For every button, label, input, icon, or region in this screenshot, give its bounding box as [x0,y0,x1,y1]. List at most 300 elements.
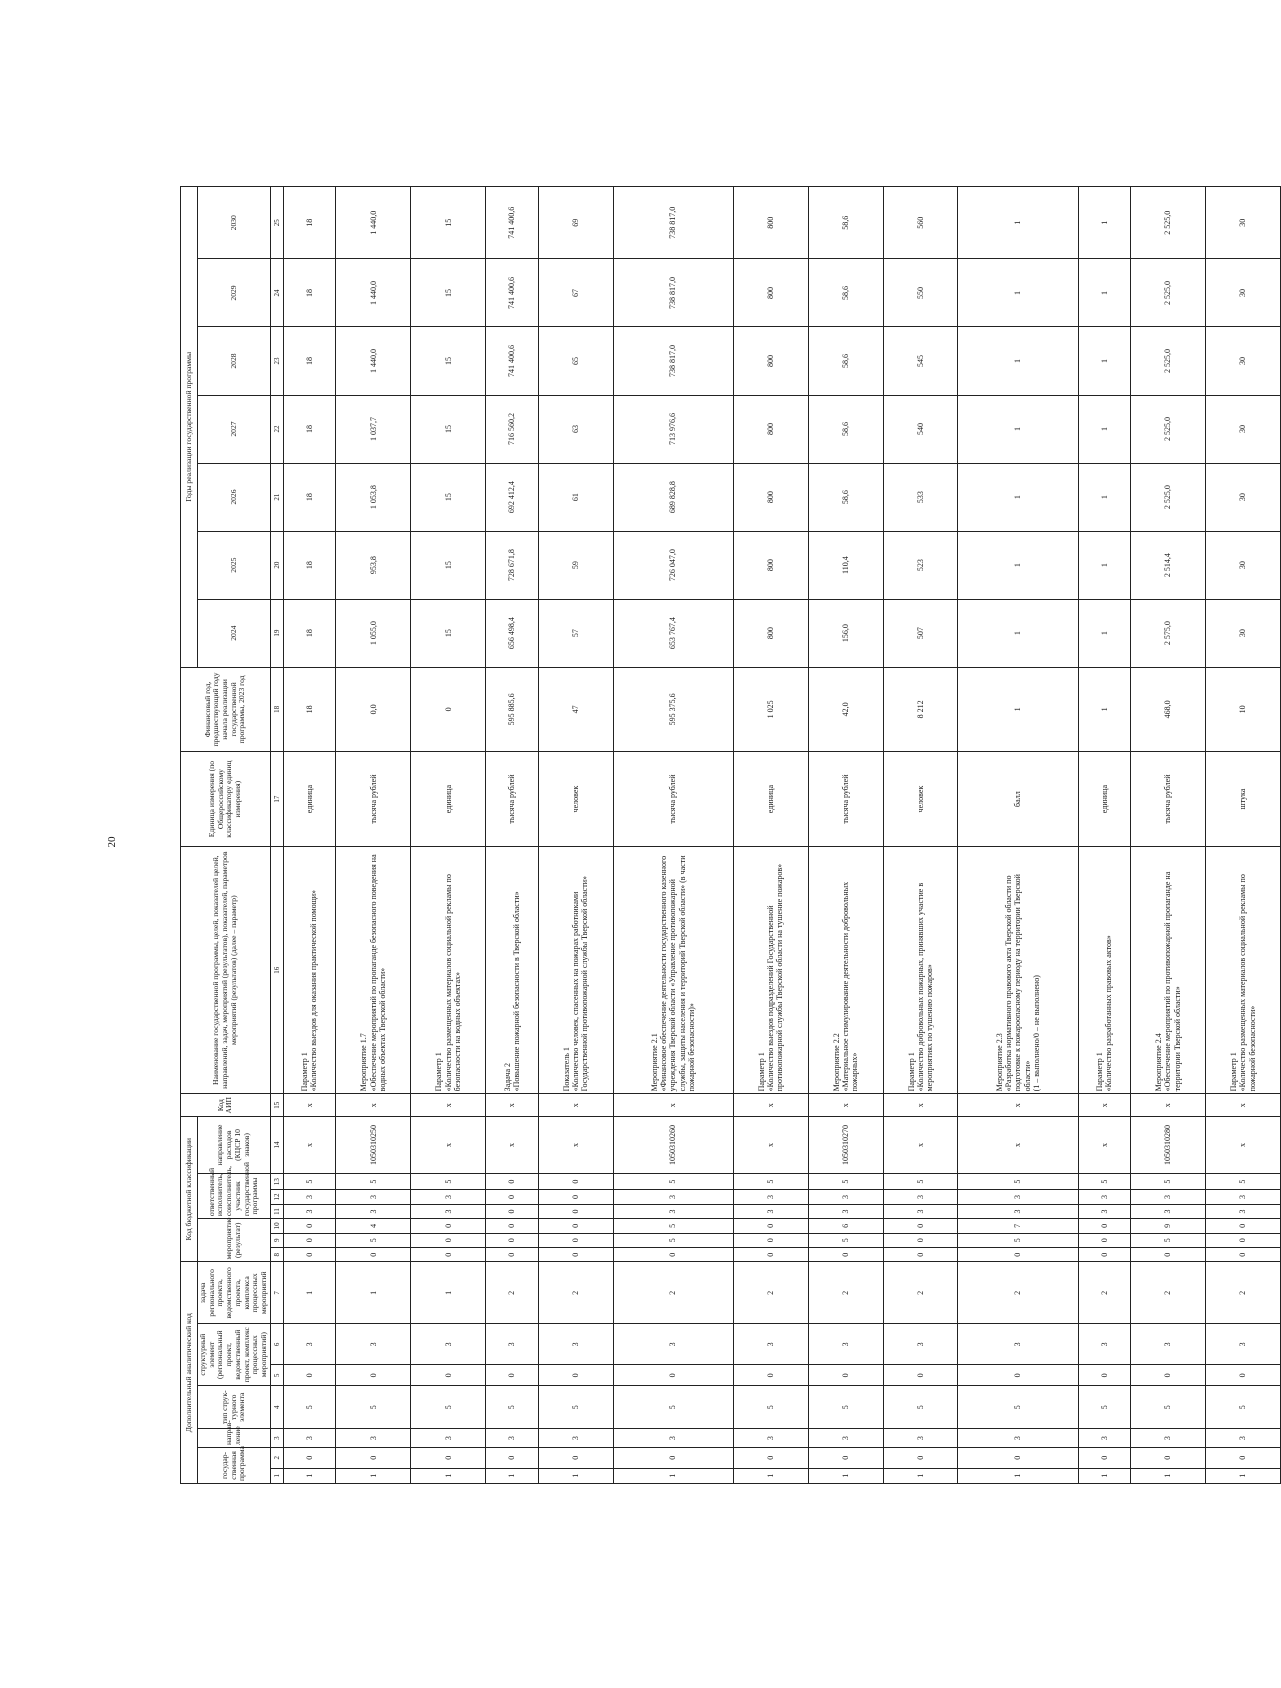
row-code-cell: 5 [1205,1173,1280,1189]
row-year-value-cell: 507 [883,599,958,667]
row-year-value-cell: 800 [733,327,808,395]
row-code-cell: 0 [613,1248,733,1262]
row-year-value-cell: 953,8 [336,531,411,599]
rotated-table-sheet [180,94,1281,1481]
row-code-cell: 3 [613,1190,733,1204]
row-year-value-cell: 1 [1078,259,1130,327]
row-code-cell: 3 [733,1204,808,1218]
column-number: 9 [270,1233,283,1247]
row-code-cell: 2 [1130,1262,1205,1324]
row-code-cell: 3 [283,1204,335,1218]
row-code-cell: x [538,1094,613,1117]
row-year-value-cell: 728 671,8 [486,531,538,599]
row-code-cell: x [411,1117,486,1174]
row-code-cell: 0 [1205,1365,1280,1386]
row-name-cell: Параметр 1 «Количество разработанных правовых актов» [1078,847,1130,1094]
row-code-cell: 0 [336,1365,411,1386]
column-number: 10 [270,1219,283,1233]
row-code-cell: 3 [1130,1429,1205,1448]
row-code-cell: 3 [1205,1429,1280,1448]
row-code-cell: 3 [808,1324,883,1365]
row-code-cell: 5 [1130,1173,1205,1189]
row-year-value-cell: 545 [883,327,958,395]
table-body [283,187,1280,1484]
row-year-value-cell: 30 [1205,259,1280,327]
row-year-value-cell: 156,0 [808,599,883,667]
table-row [733,187,808,1484]
row-code-cell: 5 [411,1386,486,1429]
row-year-value-cell: 18 [283,531,335,599]
header-meropr: мероприятие (результат) [198,1219,271,1262]
row-year-value-cell: 2 525,0 [1130,187,1205,259]
header-ispoln: ответственный исполнитель, соисполнитель, участник государственной программы [198,1173,271,1218]
row-year-value-cell: 716 560,2 [486,395,538,463]
row-name-cell: Показатель 1 «Количество человек, спасенных на пожарах работниками Государственной противопожарной службы Тверской области» [538,847,613,1094]
row-code-cell: x [1205,1117,1280,1174]
row-code-cell: 0 [808,1365,883,1386]
row-code-cell: 3 [613,1204,733,1218]
header-tip: тип струк-турного элемента [198,1386,271,1429]
row-year-value-cell: 1 [958,531,1078,599]
row-year-value-cell: 18 [283,327,335,395]
program-table [180,186,1281,1484]
table-row [283,187,335,1484]
row-code-cell: 3 [283,1324,335,1365]
header-kbk-group: Код бюджетной классификации [181,1117,198,1262]
row-code-cell: 0 [486,1248,538,1262]
row-code-cell: 3 [883,1324,958,1365]
row-code-cell: 3 [283,1429,335,1448]
row-code-cell: 0 [486,1173,538,1189]
row-year-value-cell: 1 [1078,463,1130,531]
row-code-cell: 0 [808,1447,883,1468]
row-name-cell: Параметр 1 «Количество добровольных пожарных, принявших участие в мероприятиях по тушению пожаров» [883,847,958,1094]
row-code-cell: 1 [1130,1468,1205,1483]
row-year-value-cell: 1 053,8 [336,463,411,531]
row-code-cell: 4 [336,1219,411,1233]
header-aip: Код АИП [181,1094,271,1117]
row-code-cell: 3 [411,1324,486,1365]
table-row [336,187,411,1484]
row-code-cell: 5 [808,1386,883,1429]
row-code-cell: 0 [486,1365,538,1386]
column-number: 1 [270,1468,283,1483]
row-code-cell: 0 [1078,1233,1130,1247]
row-code-cell: 5 [808,1173,883,1189]
header-zadacha: задача регионального проекта, ведомственного проекта, комплекса процессных мероприятий [198,1262,271,1324]
row-code-cell: 0 [613,1447,733,1468]
row-code-cell: 5 [613,1233,733,1247]
row-code-cell: x [486,1117,538,1174]
row-code-cell: 0 [883,1233,958,1247]
row-year-value-cell: 1 055,0 [336,599,411,667]
column-number: 5 [270,1365,283,1386]
column-number-row [270,187,283,1484]
row-code-cell: 0 [733,1365,808,1386]
row-code-cell: 1 [336,1262,411,1324]
row-code-cell: x [883,1094,958,1117]
row-code-cell: 0 [958,1248,1078,1262]
row-code-cell: 5 [613,1173,733,1189]
row-code-cell: 7 [958,1219,1078,1233]
column-number: 11 [270,1204,283,1218]
row-name-cell: Мероприятие 2.4 «Обеспечение мероприятий по противопожарной пропаганде на территории Тверской области» [1130,847,1205,1094]
row-code-cell: 5 [883,1173,958,1189]
row-year-value-cell: 58,6 [808,395,883,463]
row-year-value-cell: 18 [283,187,335,259]
row-code-cell: 3 [411,1204,486,1218]
row-year-value-cell: 15 [411,463,486,531]
row-unit-cell: тысяча рублей [486,752,538,847]
row-code-cell: 1 [283,1468,335,1483]
row-code-cell: x [1205,1094,1280,1117]
row-year-value-cell: 656 498,4 [486,599,538,667]
row-name-cell: Параметр 1 «Количество выездов для оказания практической помощи» [283,847,335,1094]
row-year-value-cell: 1 [958,187,1078,259]
column-number: 16 [270,847,283,1094]
row-year-value-cell: 1 [958,395,1078,463]
row-year-value-cell: 15 [411,187,486,259]
row-year-value-cell: 30 [1205,599,1280,667]
column-number: 17 [270,752,283,847]
row-code-cell: 5 [958,1233,1078,1247]
row-year-value-cell: 18 [283,463,335,531]
row-year-value-cell: 800 [733,463,808,531]
row-code-cell: 3 [958,1204,1078,1218]
row-code-cell: 1 [336,1468,411,1483]
row-code-cell: 2 [613,1262,733,1324]
row-code-cell: 0 [411,1233,486,1247]
row-year-value-cell: 1 440,0 [336,187,411,259]
row-year-value-cell: 2 514,4 [1130,531,1205,599]
row-code-cell: 3 [733,1324,808,1365]
row-year-value-cell: 738 817,0 [613,259,733,327]
row-year-value-cell: 1 [958,327,1078,395]
row-year-value-cell: 15 [411,327,486,395]
header-name: Наименование государственной программы, целей, показателей целей, направлений, задач, мероприятий (результатов), показателей, параметров мероприятий (результатов) (далее – параметр) [181,847,271,1094]
row-code-cell: 0 [336,1447,411,1468]
column-number: 4 [270,1386,283,1429]
row-code-cell: 5 [336,1233,411,1247]
header-year-2028: 2028 [198,327,271,395]
row-code-cell: x [486,1094,538,1117]
row-name-cell: Мероприятие 2.3 «Разработка нормативного правового акта Тверской области по подготовке к пожароопасному периоду на территории Тверской области» (1 – выполнено/0 – не выполнено) [958,847,1078,1094]
row-year-value-cell: 1 [1078,327,1130,395]
header-year-2024: 2024 [198,599,271,667]
row-code-cell: x [1078,1094,1130,1117]
column-number: 14 [270,1117,283,1174]
row-code-cell: x [958,1094,1078,1117]
row-code-cell: 0 [733,1233,808,1247]
row-year-value-cell: 18 [283,395,335,463]
row-name-cell: Мероприятие 1.7 «Обеспечение мероприятий по пропаганде безопасного поведения на водных объектах Тверской области» [336,847,411,1094]
row-year-value-cell: 550 [883,259,958,327]
column-number: 3 [270,1429,283,1448]
row-year-value-cell: 800 [733,187,808,259]
row-unit-cell: человек [538,752,613,847]
row-code-cell: 5 [283,1386,335,1429]
row-year-value-cell: 2 525,0 [1130,327,1205,395]
row-unit-cell: штука [1205,752,1280,847]
row-code-cell: x [538,1117,613,1174]
row-code-cell: 5 [883,1386,958,1429]
row-code-cell: 0 [958,1447,1078,1468]
row-base-cell: 0,0 [336,667,411,752]
row-year-value-cell: 1 440,0 [336,327,411,395]
row-name-cell: Параметр 1 «Количество выездов подразделений Государственной противопожарной службы Тверской области на тушение пожаров» [733,847,808,1094]
column-number: 15 [270,1094,283,1117]
table-row [1205,187,1280,1484]
row-code-cell: 5 [283,1173,335,1189]
row-code-cell: x [283,1094,335,1117]
row-year-value-cell: 1 [958,463,1078,531]
row-code-cell: 3 [958,1429,1078,1448]
row-year-value-cell: 61 [538,463,613,531]
row-year-value-cell: 67 [538,259,613,327]
row-year-value-cell: 1 037,7 [336,395,411,463]
row-code-cell: 5 [336,1173,411,1189]
row-code-cell: 0 [1078,1219,1130,1233]
column-number: 24 [270,259,283,327]
row-code-cell: 0 [883,1219,958,1233]
row-base-cell: 8 212 [883,667,958,752]
row-year-value-cell: 58,6 [808,327,883,395]
row-year-value-cell: 30 [1205,327,1280,395]
row-year-value-cell: 741 400,6 [486,327,538,395]
row-code-cell: 5 [613,1219,733,1233]
row-code-cell: 0 [1130,1365,1205,1386]
row-year-value-cell: 1 [958,599,1078,667]
row-code-cell: 5 [733,1386,808,1429]
row-code-cell: 1 [1205,1468,1280,1483]
row-code-cell: 3 [958,1324,1078,1365]
header-year-2027: 2027 [198,395,271,463]
row-code-cell: 3 [1205,1190,1280,1204]
row-base-cell: 10 [1205,667,1280,752]
row-code-cell: 0 [883,1248,958,1262]
row-code-cell: 0 [808,1248,883,1262]
row-code-cell: 0 [958,1365,1078,1386]
row-code-cell: 3 [733,1190,808,1204]
row-code-cell: 0 [733,1219,808,1233]
row-year-value-cell: 692 412,4 [486,463,538,531]
table-row [411,187,486,1484]
row-unit-cell: единица [733,752,808,847]
row-year-value-cell: 653 767,4 [613,599,733,667]
row-year-value-cell: 69 [538,187,613,259]
row-code-cell: 0 [486,1190,538,1204]
row-code-cell: x [958,1117,1078,1174]
row-code-cell: 0 [411,1447,486,1468]
row-code-cell: 5 [1078,1173,1130,1189]
row-code-cell: 0 [1130,1248,1205,1262]
row-code-cell: x [411,1094,486,1117]
row-code-cell: 1 [613,1468,733,1483]
row-year-value-cell: 110,4 [808,531,883,599]
row-code-cell: 3 [336,1324,411,1365]
row-code-cell: 0 [1205,1219,1280,1233]
row-code-cell: x [808,1094,883,1117]
row-code-cell: 9 [1130,1219,1205,1233]
row-name-cell: Параметр 1 «Количество размещенных материалов социальной рекламы по безопасности на водных объектах» [411,847,486,1094]
row-base-cell: 0 [411,667,486,752]
row-code-cell: 1 [538,1468,613,1483]
row-code-cell: 0 [283,1447,335,1468]
row-code-cell: 3 [486,1429,538,1448]
row-code-cell: 0 [411,1219,486,1233]
row-unit-cell: человек [883,752,958,847]
row-code-cell: 0 [283,1219,335,1233]
table-row [883,187,958,1484]
row-code-cell: 0 [883,1447,958,1468]
row-code-cell: 0 [1205,1248,1280,1262]
row-code-cell: 0 [283,1365,335,1386]
row-year-value-cell: 2 575,0 [1130,599,1205,667]
row-code-cell: 3 [1130,1204,1205,1218]
row-code-cell: 1 [411,1468,486,1483]
row-code-cell: 0 [733,1447,808,1468]
row-code-cell: 2 [1078,1262,1130,1324]
row-base-cell: 595 375,6 [613,667,733,752]
table-row [1078,187,1130,1484]
row-name-cell: Мероприятие 2.1 «Финансовое обеспечение деятельности государственного казенного учреждения Тверской области «Управление противопожарной службы, защиты населения и территорий Тверской области» (в части пожарной безопасности)» [613,847,733,1094]
row-code-cell: 2 [733,1262,808,1324]
row-year-value-cell: 30 [1205,531,1280,599]
row-base-cell: 1 025 [733,667,808,752]
row-year-value-cell: 15 [411,395,486,463]
row-year-value-cell: 15 [411,531,486,599]
row-code-cell: 1 [808,1468,883,1483]
column-number: 23 [270,327,283,395]
row-code-cell: 2 [486,1262,538,1324]
row-code-cell: 3 [613,1429,733,1448]
row-code-cell: 2 [1205,1262,1280,1324]
row-year-value-cell: 30 [1205,463,1280,531]
row-year-value-cell: 58,6 [808,187,883,259]
row-code-cell: 0 [1078,1365,1130,1386]
row-year-value-cell: 58,6 [808,259,883,327]
row-year-value-cell: 2 525,0 [1130,463,1205,531]
row-code-cell: 0 [538,1173,613,1189]
row-code-cell: 1 [883,1468,958,1483]
row-code-cell: 0 [486,1219,538,1233]
row-year-value-cell: 59 [538,531,613,599]
table-row [538,187,613,1484]
row-code-cell: x [1078,1117,1130,1174]
header-kcsr: направление расходов (КЦСР 10 знаков) [198,1117,271,1174]
row-code-cell: 3 [1205,1324,1280,1365]
row-code-cell: 5 [1130,1386,1205,1429]
row-code-cell: 5 [1130,1233,1205,1247]
column-number: 22 [270,395,283,463]
row-year-value-cell: 2 525,0 [1130,259,1205,327]
header-year-2029: 2029 [198,259,271,327]
row-code-cell: 3 [336,1190,411,1204]
row-code-cell: 3 [1078,1204,1130,1218]
row-unit-cell: единица [411,752,486,847]
header-unit: Единица измерения (по Общероссийскому классификатору единиц измерения) [181,752,271,847]
row-code-cell: x [883,1117,958,1174]
row-code-cell: 3 [411,1429,486,1448]
row-year-value-cell: 738 817,0 [613,327,733,395]
row-year-value-cell: 65 [538,327,613,395]
row-base-cell: 1 [1078,667,1130,752]
row-unit-cell: балл [958,752,1078,847]
row-year-value-cell: 1 [1078,395,1130,463]
row-code-cell: 3 [283,1190,335,1204]
row-base-cell: 595 885,6 [486,667,538,752]
row-code-cell: 5 [958,1173,1078,1189]
row-code-cell: 3 [883,1204,958,1218]
row-code-cell: 3 [1078,1190,1130,1204]
row-year-value-cell: 18 [283,259,335,327]
row-code-cell: 1050310260 [613,1117,733,1174]
row-code-cell: 5 [486,1386,538,1429]
row-code-cell: 5 [1205,1386,1280,1429]
header-gp: государ-ственная программа [198,1447,271,1483]
row-code-cell: 3 [336,1429,411,1448]
row-base-cell: 42,0 [808,667,883,752]
row-code-cell: 0 [538,1190,613,1204]
row-code-cell: 3 [958,1190,1078,1204]
column-number: 25 [270,187,283,259]
rotated-table-wrapper [180,94,1281,1484]
row-unit-cell: тысяча рублей [613,752,733,847]
row-base-cell: 468,0 [1130,667,1205,752]
row-name-cell: Мероприятие 2.2 «Материальное стимулирование деятельности добровольных пожарных» [808,847,883,1094]
row-code-cell: 3 [883,1190,958,1204]
row-code-cell: 6 [808,1219,883,1233]
row-code-cell: 1 [283,1262,335,1324]
row-code-cell: 0 [538,1365,613,1386]
row-code-cell: 0 [883,1365,958,1386]
row-code-cell: 0 [486,1233,538,1247]
row-year-value-cell: 741 400,6 [486,187,538,259]
row-code-cell: 5 [411,1173,486,1189]
header-year-2026: 2026 [198,463,271,531]
row-name-cell: Задача 2 «Повышение пожарной безопасности в Тверской области» [486,847,538,1094]
row-base-cell: 18 [283,667,335,752]
header-dop-group: Дополнительный аналитический код [181,1262,198,1484]
row-code-cell: 3 [1130,1190,1205,1204]
row-code-cell: x [1130,1094,1205,1117]
row-year-value-cell: 800 [733,531,808,599]
row-year-value-cell: 800 [733,259,808,327]
row-code-cell: 5 [733,1173,808,1189]
row-unit-cell: единица [283,752,335,847]
column-number: 21 [270,463,283,531]
row-code-cell: 3 [808,1429,883,1448]
row-code-cell: 1 [411,1262,486,1324]
row-code-cell: x [733,1117,808,1174]
row-code-cell: 3 [486,1324,538,1365]
row-year-value-cell: 800 [733,395,808,463]
column-number: 20 [270,531,283,599]
column-number: 6 [270,1324,283,1365]
row-year-value-cell: 726 047,0 [613,531,733,599]
column-number: 8 [270,1248,283,1262]
row-code-cell: 0 [538,1219,613,1233]
row-year-value-cell: 1 [1078,187,1130,259]
header-napr: направ-ление [198,1429,271,1448]
row-code-cell: 0 [283,1248,335,1262]
row-year-value-cell: 713 976,6 [613,395,733,463]
row-unit-cell: тысяча рублей [808,752,883,847]
table-row [958,187,1078,1484]
row-year-value-cell: 741 400,6 [486,259,538,327]
row-year-value-cell: 57 [538,599,613,667]
row-code-cell: 0 [336,1248,411,1262]
